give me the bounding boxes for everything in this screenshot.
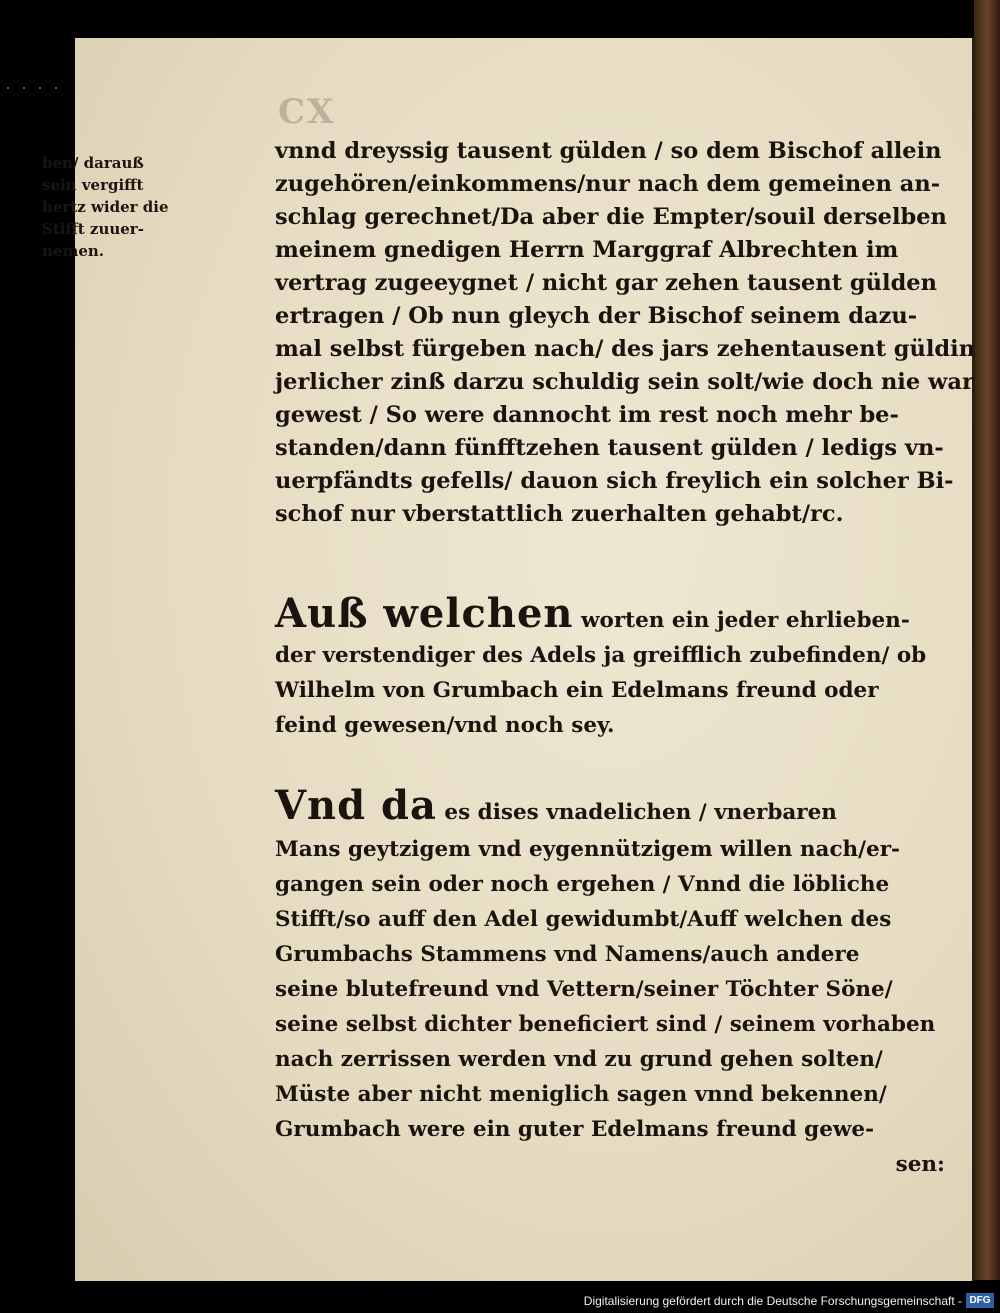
initial-words: Auß welchen [275, 590, 574, 637]
text-line: vertrag zugeeygnet / nicht gar zehen tausent gülden [275, 270, 937, 296]
page-header: CX [278, 92, 336, 132]
margin-note [42, 152, 192, 262]
text-line: jerlicher zinß darzu schuldig sein solt/wie doch nie war [275, 369, 974, 395]
text-line: standen/dann fünfftzehen tausent gülden / ledigs vn- [275, 435, 944, 461]
text-line: Grumbach were ein guter Edelmans freund gewe- [275, 1117, 874, 1142]
text-line: Mans geytzigem vnd eygennützigem willen nach/er- [275, 837, 900, 862]
text-line: mal selbst fürgeben nach/ des jars zehentausent güldin [275, 336, 976, 362]
text-line: vnnd dreyssig tausent gülden / so dem Bischof allein [275, 138, 942, 164]
paragraph-2 [275, 590, 926, 743]
margin-note-line: hertz wider die [42, 198, 169, 216]
footer-bar [0, 1290, 1000, 1313]
text-line: Grumbachs Stammens vnd Namens/auch andere [275, 942, 860, 967]
scan-edge-marks [0, 0, 80, 100]
dfg-logo-icon: DFG [966, 1293, 994, 1308]
book-spine-edge [974, 0, 1000, 1280]
text-line: uerpfändts gefells/ dauon sich freylich ein solcher Bi- [275, 468, 954, 494]
funding-credit: Digitalisierung gefördert durch die Deutsche Forschungsgemeinschaft - [583, 1294, 962, 1308]
text-line: feind gewesen/vnd noch sey. [275, 713, 615, 738]
text-line: der verstendiger des Adels ja greifflich zubefinden/ ob [275, 643, 927, 668]
text-line: seine blutefreund vnd Vettern/seiner Töchter Söne/ [275, 977, 893, 1002]
margin-note-line: sein vergifft [42, 176, 144, 194]
first-line-rest: worten ein jeder ehrlieben- [573, 608, 910, 633]
text-line: Stifft/so auff den Adel gewidumbt/Auff welchen des [275, 907, 892, 932]
paragraph-3 [275, 780, 945, 1182]
text-line: gangen sein oder noch ergehen / Vnnd die löbliche [275, 872, 890, 897]
text-line: ertragen / Ob nun gleych der Bischof seinem dazu- [275, 303, 918, 329]
paragraph-1 [275, 135, 975, 531]
text-line [275, 590, 926, 638]
text-line: nach zerrissen werden vnd zu grund gehen solten/ [275, 1047, 883, 1072]
margin-note-line: nemen. [42, 242, 104, 260]
text-line [275, 780, 945, 832]
margin-note-line: Stifft zuuer- [42, 220, 144, 238]
text-line: seine selbst dichter beneficiert sind / seinem vorhaben [275, 1012, 936, 1037]
text-line: Wilhelm von Grumbach ein Edelmans freund oder [275, 678, 879, 703]
text-line: schof nur vberstattlich zuerhalten gehabt/rc. [275, 501, 844, 527]
text-line: meinem gnedigen Herrn Marggraf Albrechten im [275, 237, 899, 263]
initial-words: Vnd da [275, 782, 437, 829]
margin-note-line: ben/ darauß [42, 154, 144, 172]
catchword: sen: [895, 1152, 945, 1177]
first-line-rest: es dises vnadelichen / vnerbaren [436, 800, 837, 825]
text-line: zugehören/einkommens/nur nach dem gemeinen an- [275, 171, 941, 197]
text-line: gewest / So were dannocht im rest noch mehr be- [275, 402, 899, 428]
text-line: schlag gerechnet/Da aber die Empter/souil derselben [275, 204, 947, 230]
text-line: Müste aber nicht meniglich sagen vnnd bekennen/ [275, 1082, 887, 1107]
